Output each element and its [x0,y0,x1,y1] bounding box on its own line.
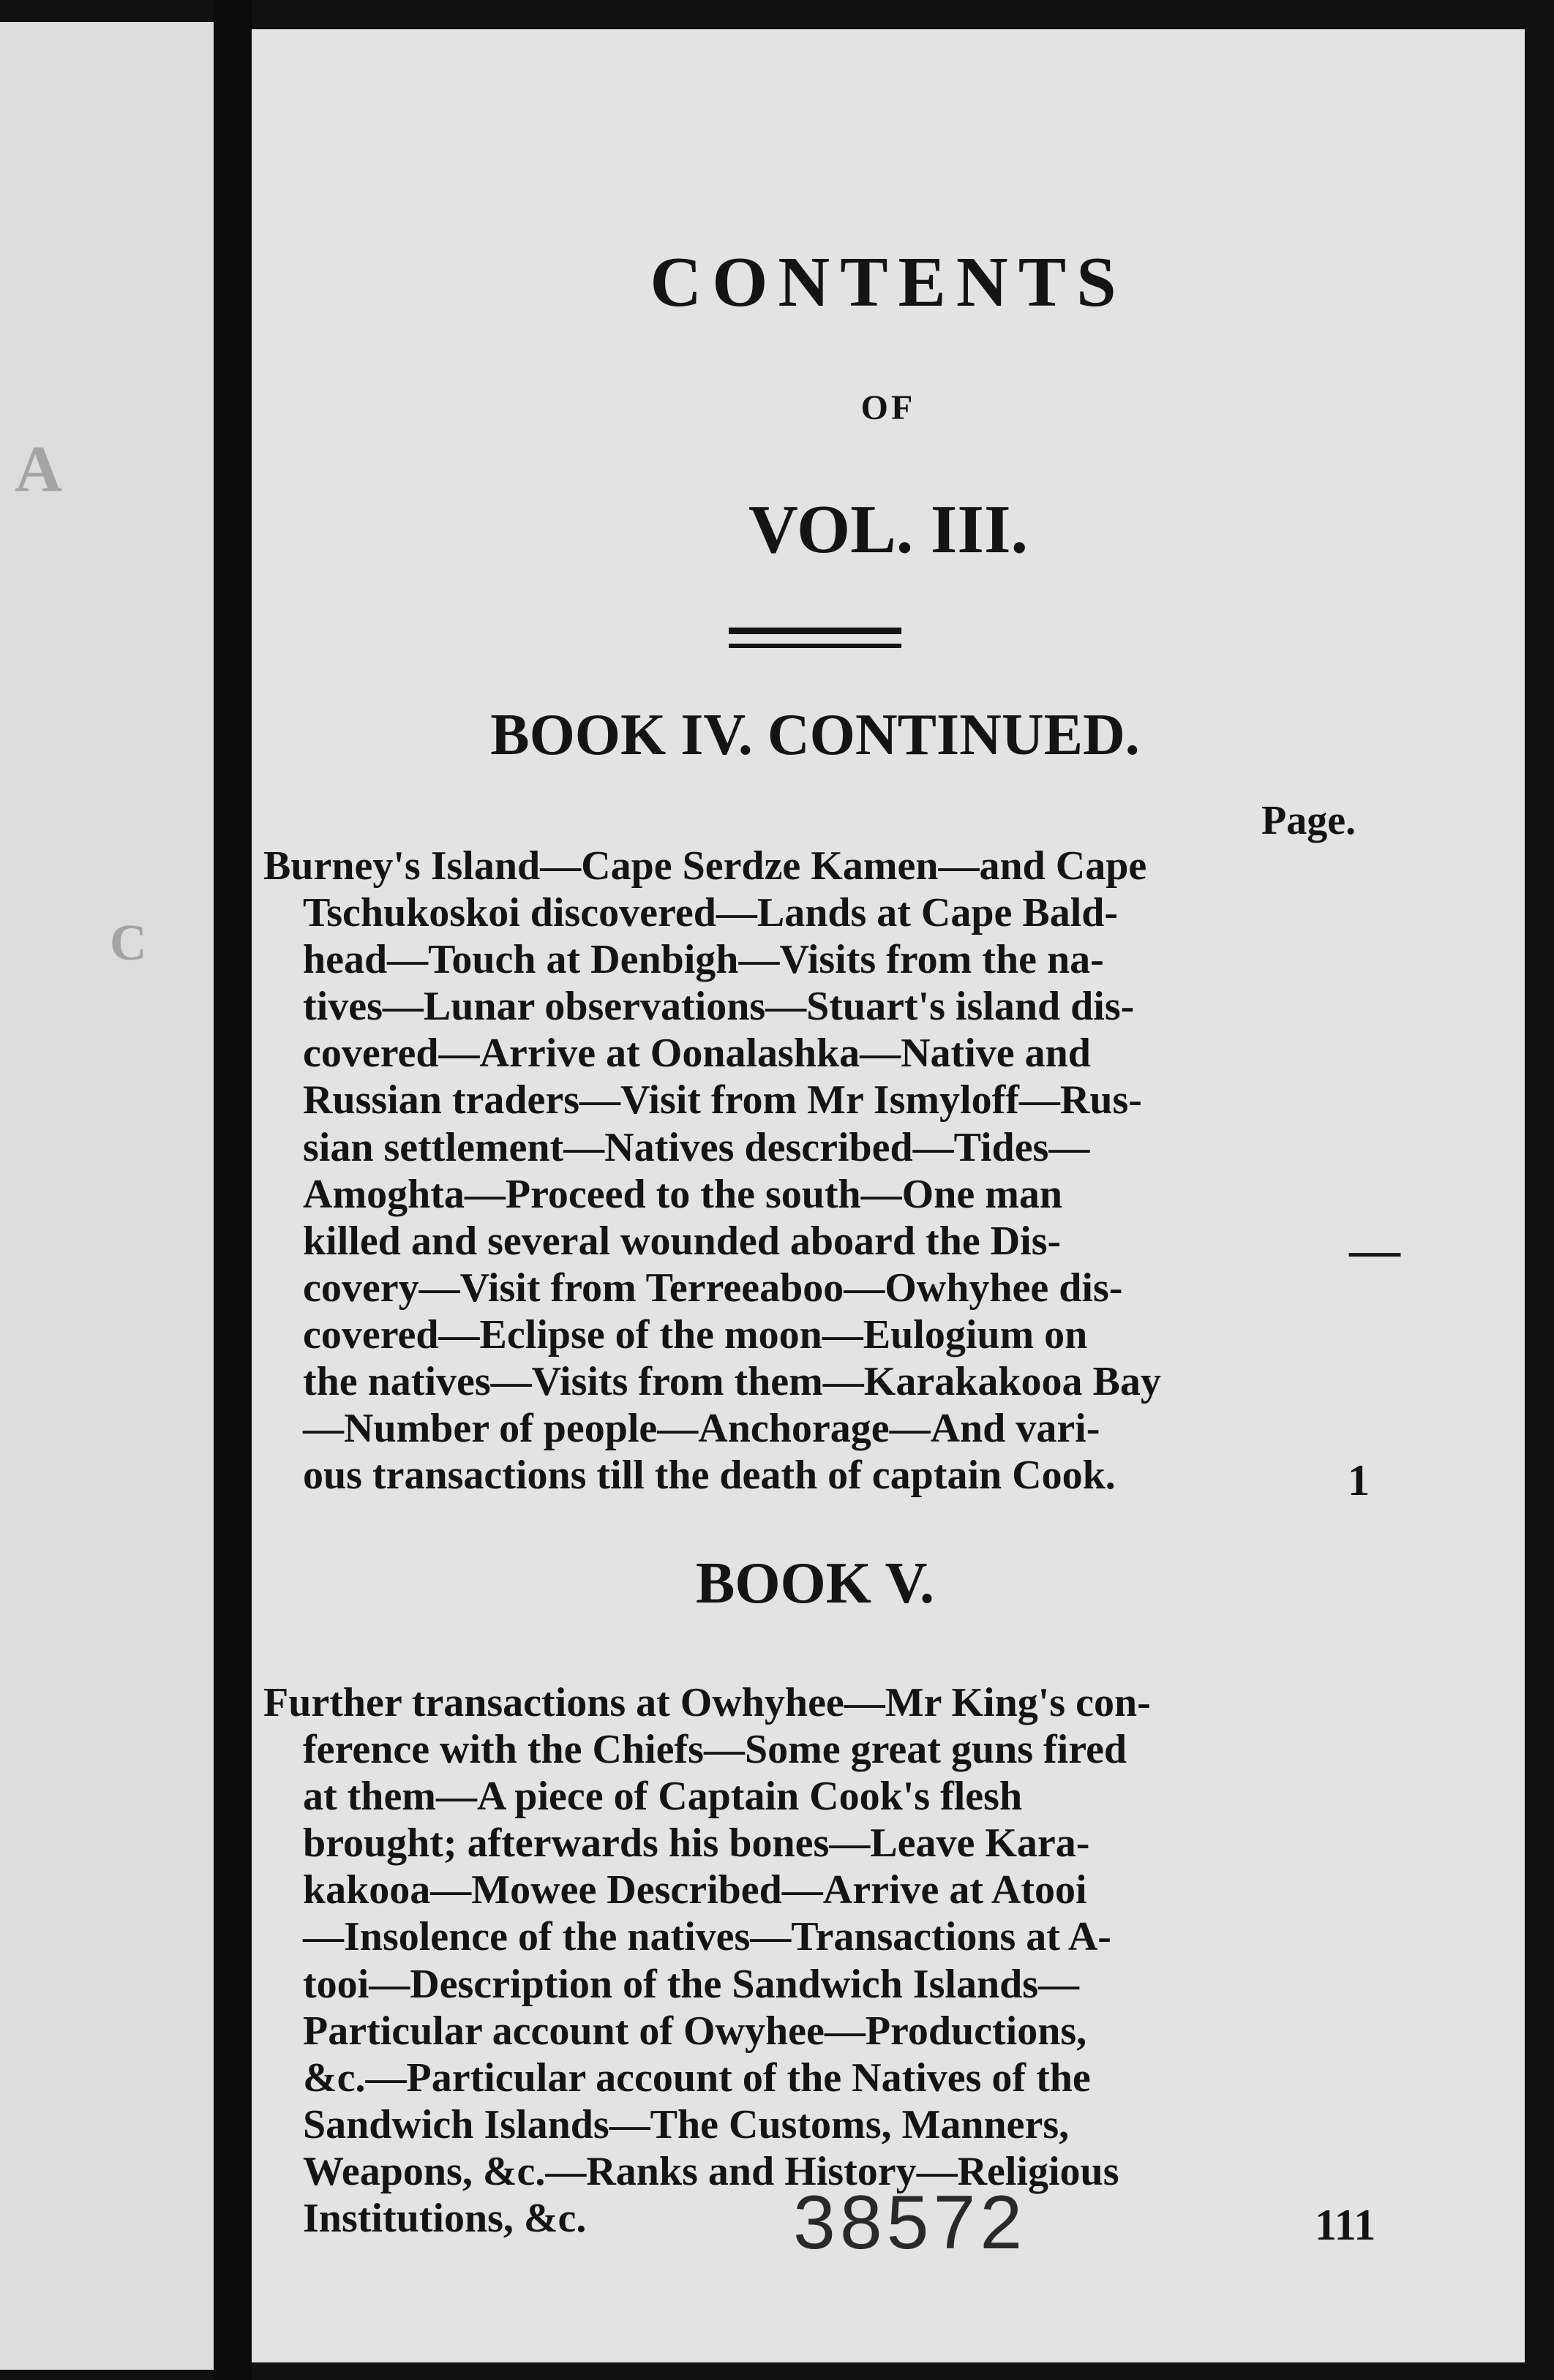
summary-line: Burney's Island—Cape Serdze Kamen—and Cape [263,843,1147,889]
bleed-through-text: C [110,915,147,971]
summary-line: &c.—Particular account of the Natives of the [303,2055,1091,2101]
page-number-mark: — [1349,1222,1400,1279]
summary-line: Russian traders—Visit from Mr Ismyloff—Rus- [303,1077,1142,1123]
book-spine-gutter [214,0,252,2380]
page-title: CONTENTS [650,243,1127,322]
summary-line: brought; afterwards his bones—Leave Kara- [303,1820,1090,1867]
page-number: 111 [1315,2201,1376,2249]
section-heading-book-iv: BOOK IV. CONTINUED. [490,703,1140,767]
double-rule-bottom [729,644,901,648]
bleed-through-text: A [15,433,62,505]
summary-line: covered—Arrive at Oonalashka—Native and [303,1031,1091,1077]
summary-line: sian settlement—Natives described—Tides— [303,1124,1090,1170]
summary-line: head—Touch at Denbigh—Visits from the na- [303,937,1104,983]
section-heading-book-v: BOOK V. [695,1551,935,1616]
summary-line: ference with the Chiefs—Some great guns fired [303,1727,1127,1773]
summary-line: tives—Lunar observations—Stuart's island dis- [303,984,1135,1030]
summary-line: at them—A piece of Captain Cook's flesh [303,1774,1023,1820]
summary-line: ous transactions till the death of captain Cook. [303,1453,1116,1499]
summary-line: kakooa—Mowee Described—Arrive at Atooi [303,1867,1087,1913]
section-summary-book-iv [263,843,1201,1499]
summary-line: —Insolence of the natives—Transactions at A- [303,1914,1111,1960]
summary-line: tooi—Description of the Sandwich Islands— [303,1961,1080,2007]
library-stamp-number: 38572 [793,2180,1027,2265]
page-number: 1 [1348,1456,1370,1505]
summary-line: Amoghta—Proceed to the south—One man [303,1171,1063,1217]
double-rule-top [729,628,901,634]
summary-line: Institutions, &c. [303,2196,587,2242]
summary-line: —Number of people—Anchorage—And vari- [303,1406,1100,1452]
contents-page [252,29,1525,2362]
summary-line: Weapons, &c.—Ranks and History—Religious [303,2148,1119,2194]
title-of: OF [860,388,916,427]
summary-line: the natives—Visits from them—Karakakooa Bay [303,1359,1161,1405]
summary-line: killed and several wounded aboard the Dis- [303,1218,1062,1264]
summary-line: covery—Visit from Terreeaboo—Owhyhee dis- [303,1265,1123,1311]
page-column-label: Page. [1261,798,1356,843]
facing-page [0,22,214,2370]
summary-line: Particular account of Owyhee—Productions, [303,2008,1087,2054]
summary-line: Tschukoskoi discovered—Lands at Cape Bald- [303,890,1119,936]
summary-line: Sandwich Islands—The Customs, Manners, [303,2101,1070,2147]
summary-line: covered—Eclipse of the moon—Eulogium on [303,1311,1088,1357]
summary-line: Further transactions at Owhyhee—Mr King's con- [263,1680,1151,1725]
volume-label: VOL. III. [748,492,1029,568]
section-summary-book-v [263,1679,1201,2242]
